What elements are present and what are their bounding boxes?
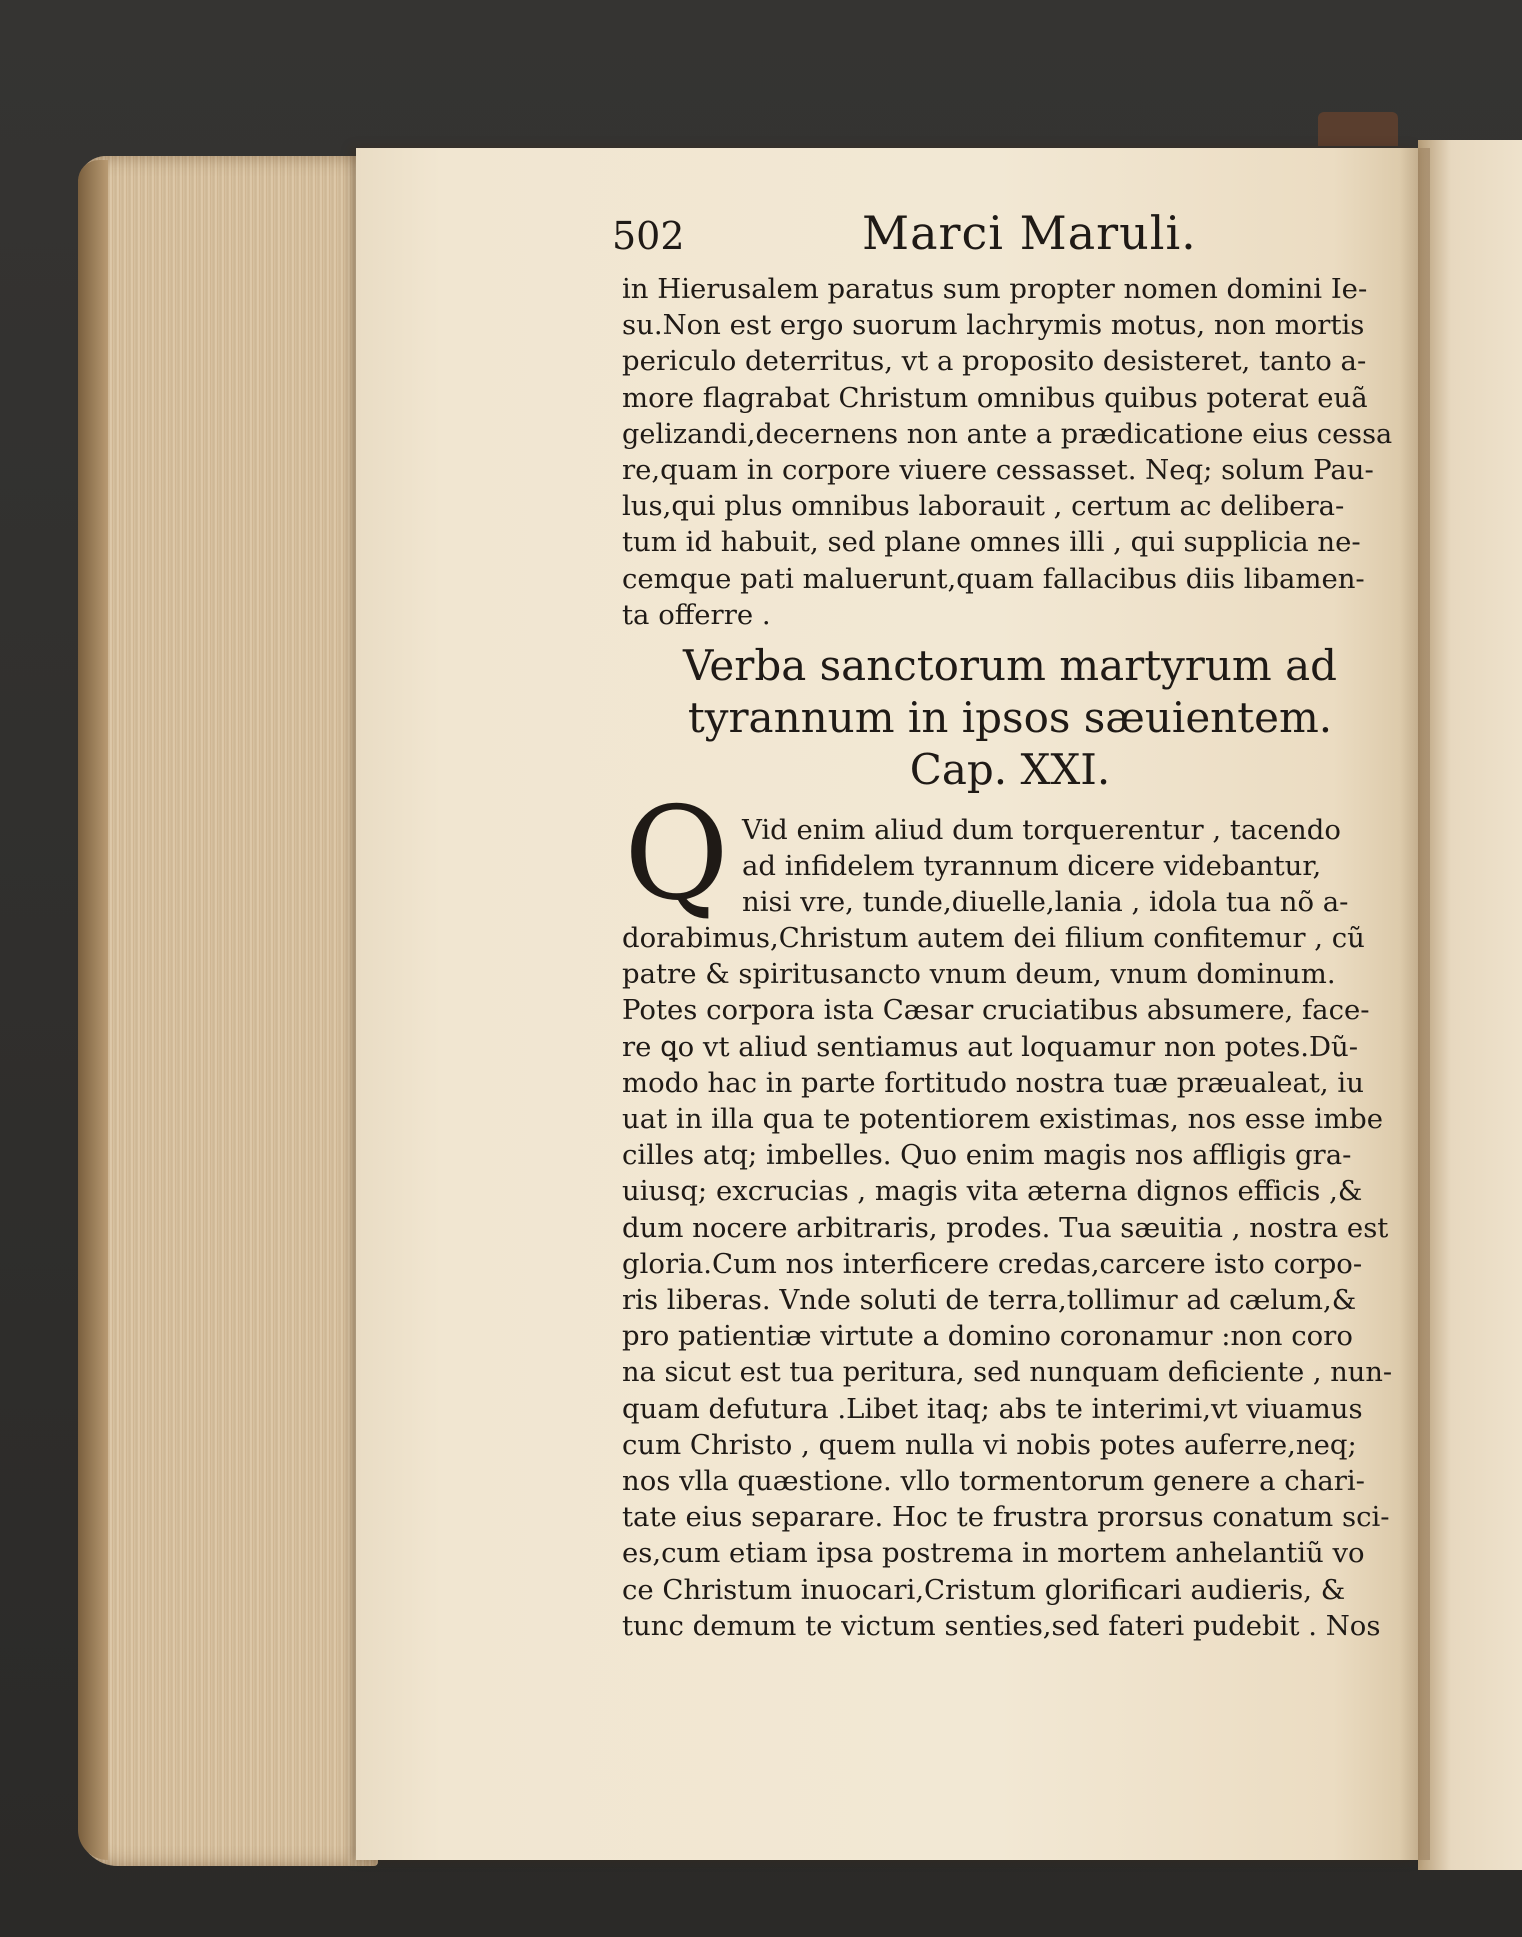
chapter-heading [600,640,1420,796]
text-line: gloria.Cum nos interficere credas,carcere isto corpo- [622,1247,1363,1280]
text-line: es,cum etiam ipsa postrema in mortem anhelantiũ vo [622,1537,1365,1570]
chapter-label: Cap. XXI. [909,745,1111,794]
text-line: ce Christum inuocari,Cristum glorificari audieris, & [622,1573,1346,1606]
text-line: in Hierusalem paratus sum propter nomen domini Ie- [622,273,1368,305]
chapter-title-line-1: Verba sanctorum martyrum ad [682,641,1338,690]
page-number: 502 [612,214,685,258]
text-line: dorabimus,Christum autem dei filium confitemur , cũ [622,922,1365,954]
text-line: uat in illa qua te potentiorem existimas, nos esse imbe [622,1103,1384,1136]
drop-cap: Q [624,780,729,929]
text-line: su.Non est ergo suorum lachrymis motus, non mortis [622,309,1365,342]
text-line: Potes corpora ista Cæsar cruciatibus absumere, face- [622,994,1370,1027]
text-line: cemque pati maluerunt,quam fallacibus diis libamen- [622,562,1365,595]
text-line: more flagrabat Christum omnibus quibus poterat euã [622,381,1368,414]
text-line: re,quam in corpore viuere cessasset. Neq; solum Pau- [622,454,1374,487]
text-line: Vid enim aliud dum torquerentur , tacendo [742,814,1341,846]
page-gutter [1400,148,1430,1860]
page-header [612,206,1312,266]
text-line: ta offerre . [622,598,771,631]
text-line: tate eius separare. Hoc te frustra prorsus conatum sci- [622,1501,1390,1534]
text-line: gelizandi,decernens non ante a prædicatione eius cessa [622,417,1393,450]
text-line: nos vlla quæstione. vllo tormentorum genere a chari- [622,1465,1365,1498]
text-line: nisi vre, tunde,diuelle,lania , idola tua nõ a- [742,886,1349,919]
paragraph-2-indented [742,812,1392,921]
text-line: periculo deterritus, vt a proposito desisteret, tanto a- [622,345,1367,378]
book-fore-edge [78,156,378,1866]
text-line: patre & spiritusancto vnum deum, vnum dominum. [622,958,1336,991]
text-line: tunc demum te victum senties,sed fateri pudebit . Nos [622,1609,1381,1642]
text-line: dum nocere arbitraris, prodes. Tua sæuitia , nostra est [622,1211,1389,1244]
book-spine-shadow [78,160,108,1860]
text-line: lus,qui plus omnibus laborauit , certum ac delibera- [622,490,1345,523]
text-line: uiusq; excrucias , magis vita æterna dignos efficis ,& [622,1175,1363,1208]
running-head: Marci Maruli. [862,206,1197,260]
text-line: ad infidelem tyrannum dicere videbantur, [742,850,1322,883]
text-line: tum id habuit, sed plane omnes illi , qui supplicia ne- [622,526,1361,559]
text-line: modo hac in parte fortitudo nostra tuæ præualeat, iu [622,1066,1364,1099]
facing-page-edge [1418,140,1522,1870]
text-line: na sicut est tua peritura, sed nunquam deficiente , nun- [622,1356,1393,1389]
bookmark-ribbon [1318,112,1398,146]
text-line: pro patientiæ virtute a domino coronamur :non coro [622,1320,1353,1353]
text-line: quam defutura .Libet itaq; abs te interimi,vt viuamus [622,1392,1363,1425]
text-line: ris liberas. Vnde soluti de terra,tollimur ad cælum,& [622,1284,1357,1317]
text-line: cilles atq; imbelles. Quo enim magis nos affligis gra- [622,1139,1352,1172]
text-line: cum Christo , quem nulla vi nobis potes auferre,neq; [622,1428,1357,1461]
chapter-title-line-2: tyrannum in ipsos sæuientem. [687,693,1333,742]
text-line: re ꝗo vt aliud sentiamus aut loquamur non potes.Dũ- [622,1030,1359,1063]
paragraph-2 [622,920,1392,1644]
paragraph-1 [622,271,1392,633]
